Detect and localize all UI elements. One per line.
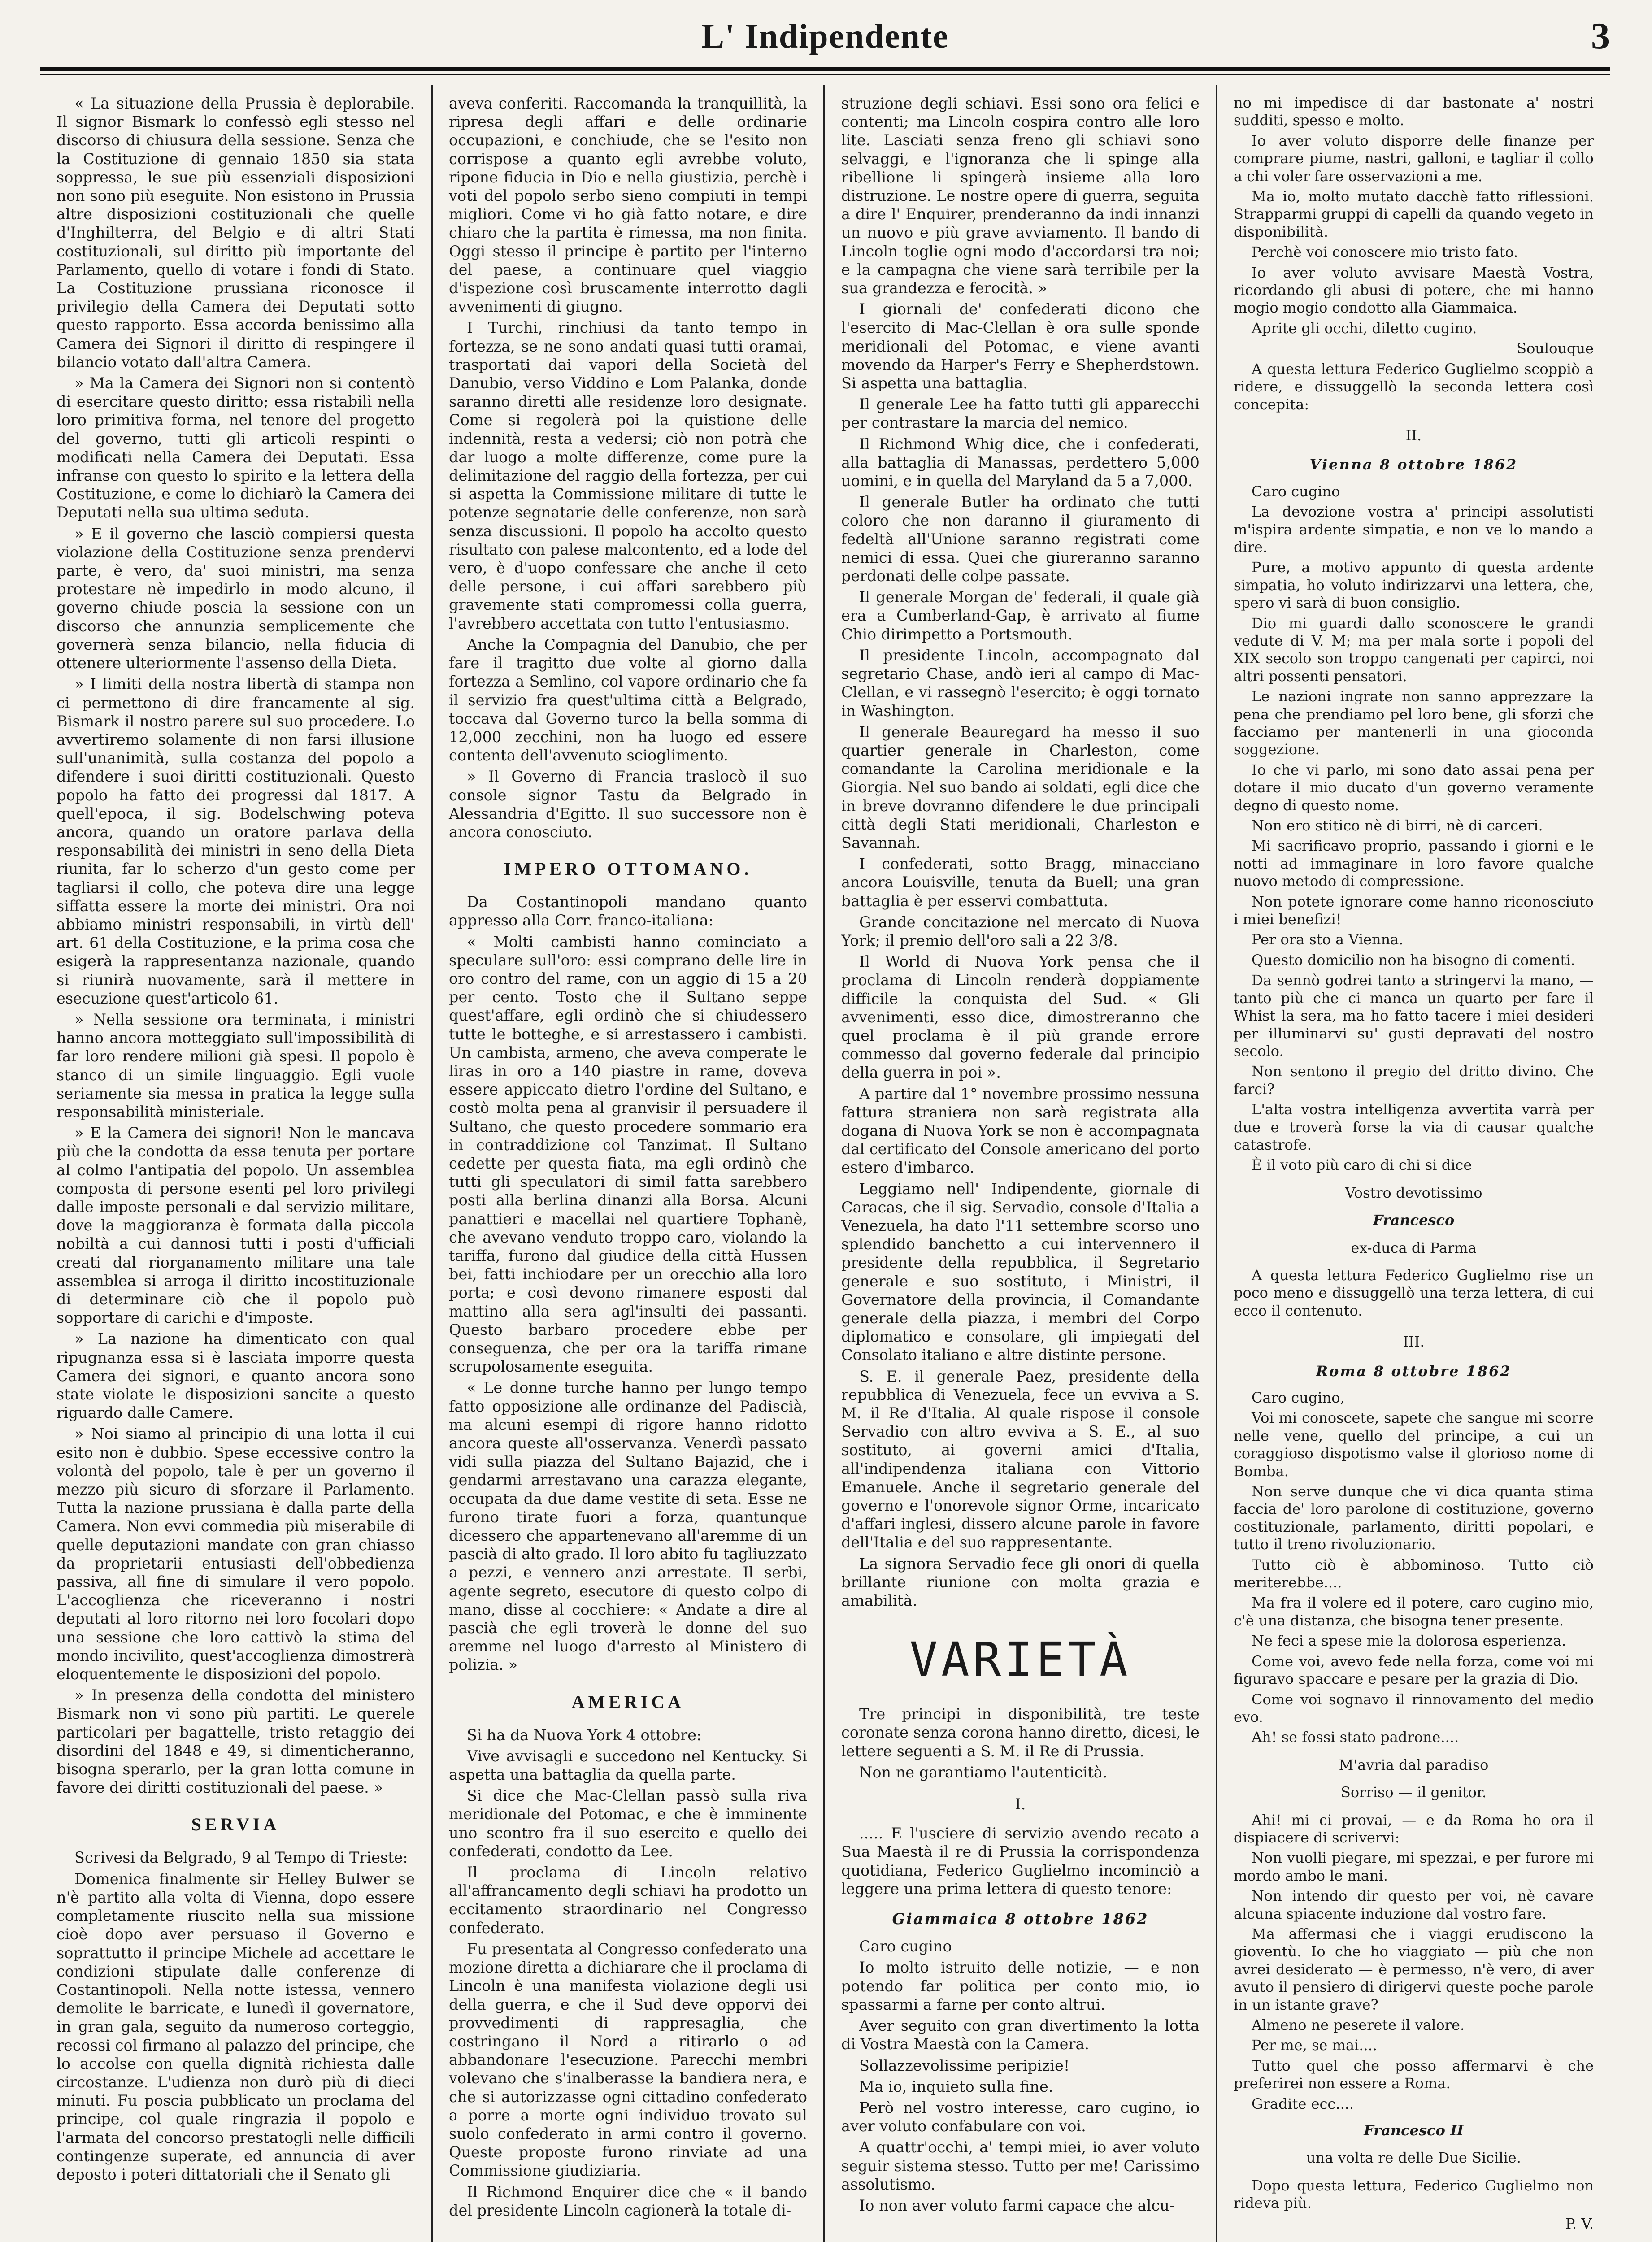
letter-dateline: Giammaica 8 ottobre 1862 (892, 1910, 1149, 1928)
paragraph: Non serve dunque che vi dica quanta stima faccia de' loro parolone di costituzione, governo costituzionale, parlamento, diritti popolari, e tutto il treno rivoluzionario. (1234, 1483, 1594, 1553)
paragraph: Aver seguito con gran divertimento la lotta di Vostra Maestà con la Camera. (841, 2017, 1200, 2053)
paragraph: Sollazzevolissime peripizie! (859, 2056, 1070, 2074)
paragraph: I giornali de' confederati dicono che l'esercito di Mac-Clellan è ora sulle sponde meridionali del Potomac, e viene avanti movendo da Harper's Ferry e Shepherdstown. Si aspetta una battaglia. (841, 300, 1200, 392)
paragraph: Non ero stitico nè di birri, nè di carceri. (1252, 817, 1543, 834)
paragraph: Dopo questa lettura, Federico Guglielmo non rideva più. (1234, 2177, 1594, 2212)
paragraph: A partire dal 1° novembre prossimo nessuna fattura straniera non sarà registrata alla dogana di Nuova York se non è accompagnata dal certificato del Console americano del porto estero d'imbarco. (841, 1085, 1200, 1177)
paragraph: Non sentono il pregio del dritto divino. Che farci? (1234, 1063, 1594, 1098)
paragraph: A questa lettura Federico Guglielmo scoppiò a ridere, e dissuggellò la seconda lettera così concepita: (1234, 360, 1594, 413)
letter-closing: Vostro devotissimo (1345, 1184, 1482, 1201)
paragraph: » Noi siamo al principio di una lotta il cui esito non è dubbio. Spese eccessive contro la volontà del popolo, tale è per un governo il mezzo più sicuro di sforzare il Parlamento. Tutta la nazione prussiana è dalla parte della Camera. Non evvi commedia più miserabile di quelle deputazioni mandate con gran chiasso da proprietarii entusiasti dell'obbedienza passiva, all fine di simulare il vero popolo. L'accoglienza che riceveranno i nostri deputati al loro ritorno nei loro focolari dopo una sessione che loro cattivò la stima del mondo incivilito, quest'accoglienza dimostrerà eloquentemente le disposizioni del popolo. (57, 1425, 415, 1683)
paragraph: Il World di Nuova York pensa che il proclama di Lincoln renderà doppiamente difficile la conquista del Sud. « Gli avvenimenti, esso dice, dimostreranno che quel proclama è il più grande errore commesso dal governo federale dal principio della guerra in poi ». (841, 953, 1200, 1082)
letter-salutation: Caro cugino (859, 1938, 952, 1955)
verse-line: Sorriso — il genitor. (1340, 1784, 1487, 1801)
paragraph: Ma io, inquieto sulla fine. (859, 2077, 1053, 2095)
section-heading-ottoman: IMPERO OTTOMANO. (504, 859, 752, 879)
paragraph: » Il Governo di Francia traslocò il suo console signor Tastu da Belgrado in Alessandria d'Egitto. Il suo successore non è ancora conosciuto. (449, 768, 807, 841)
paragraph: Grande concitazione nel mercato di Nuova York; il premio dell'oro salì a 22 3/8. (841, 913, 1200, 949)
paragraph: La devozione vostra a' principi assolutisti m'ispira ardente simpatia, e non ve lo mando a dire. (1234, 503, 1594, 556)
paragraph: Aprite gli occhi, diletto cugino. (1252, 319, 1477, 337)
paragraph: Ma affermasi che i viaggi erudiscono la gioventù. Io che ho viaggiato — più che non avrei desiderato — è permesso, n'è vero, di aver avuto il pensiero di dirigervi queste poche parole in un istante grave? (1234, 1925, 1594, 2013)
paragraph: Questo domicilio non ha bisogno di comenti. (1252, 951, 1575, 969)
paragraph: Gradite ecc.... (1252, 2095, 1354, 2112)
paragraph: Si dice che Mac-Clellan passò sulla riva meridionale del Potomac, e che è imminente uno scontro fra il suo esercito e quello dei confederati, condotto da Lee. (449, 1787, 807, 1860)
paragraph: A quattr'occhi, a' tempi miei, io aver voluto seguir sistema stesso. Tutto per me! Carissimo assolutismo. (841, 2138, 1200, 2193)
paragraph: Vive avvisagli e succedono nel Kentucky. Si aspetta una battaglia da quella parte. (449, 1747, 807, 1784)
paragraph: Io molto istruito delle notizie, — e non potendo far politica per conto mio, io spassarmi a farne per conto altrui. (841, 1959, 1200, 2013)
paragraph: « Molti cambisti hanno cominciato a speculare sull'oro: essi comprano delle lire in oro contro del rame, con un aggio di 15 a 20 per cento. Tosto che il Sultano seppe quest'affare, egli ordinò che si chiudessero tutte le botteghe, e si arrestassero i cambisti. Un cambista, armeno, che aveva comperate le liras in oro a 140 piastre in rame, doveva essere appiccato dietro l'ordine del Sultano, e costò molta pena al granvisir il persuadere il Sultano, che questo procedere sommario era in contraddizione col Tanzimat. Il Sultano cedette per questa fiata, ma egli ordinò che tutti gli speculatori di simil fatta sarebbero posti alla berlina dinanzi alla Borsa. Alcuni panattieri e macellai nel quartiere Tophanè, che avevano venduto troppo caro, violando la tariffa, furono dal giudice della città Hussen bei, fatti inchiodare per un orecchio alla loro porta; e così devono rimanere esposti dal mattino alla sera agl'insulti dei passanti. Questo barbaro procedere ebbe per conseguenza, che per ora la tariffa rimane scrupolosamente eseguita. (449, 933, 807, 1376)
paragraph: ..... E l'usciere di servizio avendo recato a Sua Maestà il re di Prussia la corrispondenza quotidiana, Federico Guglielmo incominciò a leggere una prima lettera di questo tenore: (841, 1825, 1200, 1898)
paragraph: Tre principi in disponibilità, tre teste coronate senza corona hanno diretto, dicesi, le lettere seguenti a S. M. il Re di Prussia. (841, 1705, 1200, 1760)
paragraph: » Nella sessione ora terminata, i ministri hanno ancora motteggiato sull'impossibilità di far loro rendere milioni già spesi. Il popolo è stanco di un simile linguaggio. Egli vuole seriamente sia messa in pratica la legge sulla responsabilità ministeriale. (57, 1010, 415, 1121)
paragraph: È il voto più caro di chi si dice (1252, 1156, 1472, 1174)
paragraph: Il generale Butler ha ordinato che tutti coloro che non daranno il giuramento di fedeltà all'Unione saranno registrati come nemici di essa. Quei che giureranno saranno perdonati delle colpe passate. (841, 493, 1200, 585)
verse-line: M'avria dal paradiso (1339, 1756, 1489, 1773)
letter-dateline: Roma 8 ottobre 1862 (1316, 1362, 1512, 1380)
letter-number: II. (1405, 426, 1422, 444)
paragraph: Da Costantinopoli mandano quanto appresso alla Corr. franco-italiana: (449, 893, 807, 930)
paragraph: aveva conferiti. Raccomanda la tranquillità, la ripresa degli affari e delle ordinarie occupazioni, e conchiude, che se l'esito non corrispose a quanto egli avrebbe voluto, ripone fiducia in Dio e nella giustizia, perchè i voti del popolo serbo sieno compiuti in tempi migliori. Come vi ho già fatto notare, e dire chiaro che la partita è rimessa, ma non finita. Oggi stesso il principe è partito per l'interno del paese, a continuare quel viaggio d'ispezione così bruscamente interrotto dagli avvenimenti di giugno. (449, 95, 807, 316)
paragraph: » Ma la Camera dei Signori non si contentò di esercitare questo diritto; essa ristabilì nella loro primitiva forma, nel tenore del progetto del governo, tutti gli articoli respinti o modificati nella Camera dei Deputati. Essa infranse con questo lo spirito e la lettera della Costituzione, e come lo dichiarò la Camera dei Deputati nella sua ultima seduta. (57, 374, 415, 521)
paragraph: » E la Camera dei signori! Non le mancava più che la condotta da essa tenuta per portare al colmo l'antipatia del popolo. Un assemblea composta di persone esenti pel loro privilegi dalle imposte personali e dal servizio militare, dove la maggioranza è formata dalla piccola nobiltà a cui dannosi tutti i posti d'ufficiali creati dal riorganamento militare una tale assemblea si arroga il diritto incostituzionale di determinare ciò che il popolo può sopportare di carichi e d'imposte. (57, 1124, 415, 1327)
paragraph: Il Richmond Whig dice, che i confederati, alla battaglia di Manassas, perdettero 5,000 uomini, e in quella del Maryland da 5 a 7,000. (841, 435, 1200, 490)
paragraph: Come voi sognavo il rinnovamento del medio evo. (1234, 1690, 1594, 1725)
column-3 (825, 85, 1217, 2242)
paragraph: Il generale Lee ha fatto tutti gli apparecchi per contrastare la marcia del nemico. (841, 395, 1200, 432)
paragraph: S. E. il generale Paez, presidente della repubblica di Venezuela, fece un evviva a S. M. il Re d'Italia. Al quale rispose il console Servadio con altro evviva a S. E., al suo sostituto, ai governi amici d'Italia, all'indipendenza italiana con Vittorio Emanuele. Anche il segretario generale del governo e l'onorevole signor Orme, incaricato d'affari inglesi, dissero alcune parole in favore dell'Italia e del suo rappresentante. (841, 1367, 1200, 1551)
paragraph: » La nazione ha dimenticato con qual ripugnanza essa si è lasciata imporre questa Camera dei signori, e quanto ancora sono state violate le disposizioni sancite a questo riguardo dalle Camere. (57, 1330, 415, 1422)
letter-signature-title: una volta re delle Due Sicilie. (1306, 2149, 1521, 2167)
newspaper-title: L' Indipendente (701, 17, 949, 55)
article-columns (40, 85, 1610, 2242)
paragraph: « Le donne turche hanno per lungo tempo fatto opposizione alle ordinanze del Padiscià, ma alcuni esempi di rigore hanno ridotto ancora queste all'osservanza. Venerdì passato vidi sulla piazza del Sultano Bajazid, che i gendarmi arrestavano una carazza elegante, occupata da due dame vestite di seta. Esse ne furono tirate fuori a forza, quantunque dicessero che appartenevano all'aremme di un pascià di alto grado. Il loro abito fu tagliuzzato a pezzi, e vennero anzi arrestate. Il serbi, agente segreto, esecutore di questo colpo di mano, disse al cocchiere: « Andate a dire al pascià che egli troverà le donne del suo aremme nel luogo d'arresto al Ministero di polizia. » (449, 1379, 807, 1674)
letter-signature: Francesco II (1364, 2122, 1464, 2139)
paragraph: Il presidente Lincoln, accompagnato dal segretario Chase, andò ieri al campo di Mac-Clellan, e vi rassegnò l'esercito; è oggi tornato in Washington. (841, 646, 1200, 720)
paragraph: Dio mi guardi dallo sconoscere le grandi vedute di V. M; ma per mala sorte i popoli del XIX secolo son troppo cangenati per capirci, noi altri possenti pensatori. (1234, 614, 1594, 685)
paragraph: L'alta vostra intelligenza avvertita varrà per due e troverà forse la via di causar qualche catastrofe. (1234, 1101, 1594, 1153)
paragraph: Il proclama di Lincoln relativo all'affrancamento degli schiavi ha prodotto un eccitamento straordinario nel Congresso confederato. (449, 1864, 807, 1937)
paragraph: Leggiamo nell' Indipendente, giornale di Caracas, che il sig. Servadio, console d'Italia a Venezuela, ha dato l'11 settembre scorso uno splendido banchetto a cui intervennero il presidente della repubblica, il Segretario generale e suo sostituto, i Ministri, il Governatore della provincia, il Comandante generale della piazza, i membri del Corpo diplomatico e consolare, gli impiegati del Consolato italiano e altre distinte persone. (841, 1180, 1200, 1364)
paragraph: Si ha da Nuova York 4 ottobre: (467, 1726, 702, 1744)
letter-signature: Soulouque (1517, 340, 1594, 357)
column-2 (433, 85, 825, 2242)
paragraph: Il Richmond Enquirer dice che « il bando del presidente Lincoln cagionerà la totale di- (449, 2183, 807, 2219)
paragraph: Il generale Beauregard ha messo il suo quartier generale in Charleston, come comandante la Carolina meridionale e la Giorgia. Nel suo bando ai soldati, egli dice che in breve dovranno difendere le due principali città degli Stati meridionali, Charleston e Savannah. (841, 723, 1200, 852)
paragraph: Io aver voluto disporre delle finanze per comprare piume, nastri, galloni, e tagliar il collo a chi voler fare osservazioni a me. (1234, 132, 1594, 185)
section-heading-america: AMERICA (571, 1691, 685, 1712)
paragraph: Non potete ignorare come hanno riconosciuto i miei benefizi! (1234, 893, 1594, 928)
paragraph: Il generale Morgan de' federali, il quale già era a Cumberland-Gap, è arrivato al fiume Chio dirimpetto a Portsmouth. (841, 588, 1200, 643)
masthead-rule-thin (40, 74, 1610, 75)
paragraph: Mi sacrificavo proprio, passando i giorni e le notti ad immaginare in loro favore qualche nuovo metodo di compressione. (1234, 837, 1594, 890)
letter-signature-title: ex-duca di Parma (1351, 1239, 1477, 1256)
paragraph: Però nel vostro interesse, caro cugino, io aver voluto confabulare con voi. (841, 2099, 1200, 2135)
paragraph: Ah! se fossi stato padrone.... (1252, 1729, 1459, 1746)
masthead (40, 9, 1610, 58)
author-initials: P. V. (1565, 2215, 1594, 2232)
paragraph: Anche la Compagnia del Danubio, che per fare il tragitto due volte al giorno dalla fortezza a Semlino, col vapore ordinario che fa il servizio fra quest'ultima città a Belgrado, toccava dal Governo turco la bella somma di 12,000 zecchini, non ha luogo ed essere contenta dell'avvenuto scioglimento. (449, 635, 807, 765)
letter-salutation: Caro cugino (1252, 482, 1340, 500)
paragraph: La signora Servadio fece gli onori di quella brillante riunione con molta grazia e amabilità. (841, 1555, 1200, 1610)
paragraph: Ma fra il volere ed il potere, caro cugino mio, c'è una distanza, che bisogna tener presente. (1234, 1594, 1594, 1629)
paragraph: » E il governo che lasciò compiersi questa violazione della Costituzione senza prendervi parte, è vero, da' suoi ministri, ma senza protestare nè impedirlo in modo alcuno, il governo chiude poscia la sessione con un discorso che annunzia semplicemente che governerà senza bilancio, nella fiducia di ottenere ulteriormente l'assenso della Dieta. (57, 525, 415, 672)
paragraph: Per me, se mai.... (1252, 2037, 1377, 2054)
paragraph: no mi impedisce di dar bastonate a' nostri sudditi, spesso e molto. (1234, 94, 1594, 129)
paragraph: Per ora sto a Vienna. (1252, 931, 1404, 948)
paragraph: Le nazioni ingrate non sanno apprezzare la pena che prendiamo pel loro bene, gli sforzi che facciamo per mantenerli in una gioconda soggezione. (1234, 688, 1594, 758)
paragraph: Ma io, molto mutato dacchè fatto riflessioni. Strapparmi gruppi di capelli da quando vegeto in disponibilità. (1234, 188, 1594, 240)
paragraph: Voi mi conoscete, sapete che sangue mi scorre nelle vene, quello del principe, a cui un coraggioso dispotismo valse il glorioso nome di Bomba. (1234, 1409, 1594, 1480)
letter-number: I. (1015, 1795, 1026, 1813)
paragraph: Perchè voi conoscere mio tristo fato. (1252, 243, 1518, 261)
paragraph: I confederati, sotto Bragg, minacciano ancora Louisville, tenuta da Buell; una gran battaglia è per esservi combattuta. (841, 855, 1200, 910)
letter-dateline: Vienna 8 ottobre 1862 (1309, 456, 1518, 474)
paragraph: Domenica finalmente sir Helley Bulwer se n'è partito alla volta di Vienna, dopo essere completamente riuscito nella sua missione cioè dopo aver persuaso il Governo e soprattutto il principe Michele ad accettare le condizioni stipulate dalle conferenze di Costantinopoli. Nella notte istessa, vennero demolite le barricate, e lunedì il governatore, in gran gala, seguito da numeroso corteggio, recossi col firmano al palazzo del principe, che lo accolse con quella dignità richiesta dalle circostanze. L'udienza non durò più di dieci minuti. Fu poscia pubblicato un proclama del principe, col quale ringrazia il popolo e l'armata del concorso prestatogli nelle difficili contingenze superate, ed annuncia di aver deposto i poteri dittatoriali che il Senato gli (57, 1870, 415, 2183)
column-4 (1217, 85, 1610, 2242)
paragraph: Ahi! mi ci provai, — e da Roma ho ora il dispiacere di scrivervi: (1234, 1811, 1594, 1846)
paragraph: Come voi, avevo fede nella forza, come voi mi figuravo spaccare e pesare per la grazia di Dio. (1234, 1652, 1594, 1688)
paragraph: Non intendo dir questo per voi, nè cavare alcuna spiacente induzione dal vostro fare. (1234, 1887, 1594, 1922)
paragraph: Io che vi parlo, mi sono dato assai pena per dotare il mio ducato d'un governo veramente degno di questo nome. (1234, 761, 1594, 814)
column-1 (40, 85, 433, 2242)
paragraph: A questa lettura Federico Guglielmo rise un poco meno e dissuggellò una terza lettera, di cui ecco il contenuto. (1234, 1266, 1594, 1319)
paragraph: struzione degli schiavi. Essi sono ora felici e contenti; ma Lincoln cospira contro alle loro lite. Lasciati senza freno gli schiavi sono selvaggi, e l'ignoranza che li spinge alla ribellione li spingerà insieme alla loro distruzione. Le nostre opere di guerra, seguita a dire l' Enquirer, prenderanno da indi innanzi un nuovo e più grave avviamento. Il bando di Lincoln toglie ogni modo d'accordarsi tra noi; e la campagna che viene sarà terribile per la sua grandezza e ferocità. » (841, 95, 1200, 297)
paragraph: Non ne garantiamo l'autenticità. (859, 1763, 1108, 1781)
paragraph: Non vuolli piegare, mi spezzai, e per furore mi mordo ambo le mani. (1234, 1849, 1594, 1884)
paragraph: Pure, a motivo appunto di questa ardente simpatia, ho voluto indirizzarvi una lettera, che, spero vi sarà di buon consiglio. (1234, 559, 1594, 612)
paragraph: « La situazione della Prussia è deplorabile. Il signor Bismark lo confessò egli stesso nel discorso di chiusura della sessione. Senza che la Costituzione di gennaio 1850 sia stata soppressa, le sue più essenziali disposizioni non sono più eseguite. Non esistono in Prussia altre disposizioni costituzionali che quelle d'Inghilterra, del Belgio e di altri Stati costituzionali, sul diritto più importante del Parlamento, quello di votare i fondi di Stato. La Costituzione prussiana riconosce il privilegio della Camera dei Deputati sotto questo rapporto. Essa accorda benissimo alla Camera dei Signori il diritto di respingere il bilancio votato dall'altra Camera. (57, 95, 415, 371)
paragraph: Tutto quel che posso affermarvi è che preferirei non essere a Roma. (1234, 2057, 1594, 2092)
page-number: 3 (1591, 15, 1610, 57)
paragraph: Io aver voluto avvisare Maestà Vostra, ricordando gli abusi di potere, che mi hanno mogio mogio condotto alla Giammaica. (1234, 264, 1594, 317)
paragraph: Almeno ne peserete il valore. (1252, 2016, 1465, 2033)
section-heading-serbia: SERVIA (191, 1814, 280, 1835)
letter-salutation: Caro cugino, (1252, 1389, 1345, 1406)
paragraph: » I limiti della nostra libertà di stampa non ci permettono di dire francamente al sig. Bismark il nostro parere sul suo procedere. Lo avvertiremo solamente di non farsi illusione sull'unanimità, sulla costanza del popolo a difendere i suoi diritti costituzionali. Questo popolo ha fatto dei progressi dal 1817. A quell'epoca, il sig. Bodelschwing poteva ancora, quando un oratore parlava della responsabilità dei ministri in seno della Dieta riunita, far lo scherzo d'un gesto come per tagliarsi il collo, che poteva dire una legge siffatta essere la morte dei ministri. Ora noi abbiamo ministri responsabili, in virtù dell' art. 61 della Costituzione, e la prima cosa che esigerà la rappresentanza nazionale, quando si riunirà nuovamente, sarà il mettere in esecuzione quest'articolo 61. (57, 675, 415, 1007)
paragraph: Scrivesi da Belgrado, 9 al Tempo di Trieste: (74, 1849, 408, 1867)
paragraph: Da sennò godrei tanto a stringervi la mano, — tanto più che ci manca un quarto per fare il Whist la sera, ma ho fatto tacere i miei desideri per illuminarvi su' gusti depravati del nostro secolo. (1234, 972, 1594, 1060)
paragraph: Io non aver voluto farmi capace che alcu- (859, 2196, 1175, 2214)
section-heading-variety: VARIETÀ (909, 1632, 1131, 1687)
masthead-rule (40, 67, 1610, 71)
letter-signature: Francesco (1373, 1212, 1455, 1229)
paragraph: Fu presentata al Congresso confederato una mozione diretta a dichiarare che il proclama di Lincoln è una manifesta violazione degli usi della guerra, e che il Sud deve opporvi dei provvedimenti di rappresaglia, che costringano il Nord a ritirarlo o ad abbandonare l'esecuzione. Parecchi membri volevano che s'inalberasse la bandiera nera, e che si autorizzasse ogni cittadino confederato a porre a morte ogni individuo trovato sul suolo confederato in armi contro il governo. Queste proposte furono rinviate ad una Commissione giudiziaria. (449, 1940, 807, 2180)
paragraph: Tutto ciò è abbominoso. Tutto ciò meriterebbe.... (1234, 1556, 1594, 1591)
paragraph: » In presenza della condotta del ministero Bismark non vi sono più partiti. Le querele particolari per bagattelle, tristo retaggio dei disordini del 1848 e 49, si dimenticheranno, bisogna sperarlo, per la gran lotta comune in favore dei diritti costituzionali del paese. » (57, 1686, 415, 1797)
letter-number: III. (1403, 1333, 1425, 1351)
paragraph: I Turchi, rinchiusi da tanto tempo in fortezza, se ne sono andati quasi tutti oramai, trasportati dai vapori della Società del Danubio, verso Viddino e Lom Palanka, donde saranno diretti alle residenze loro designate. Come si regolerà poi la quistione delle indennità, resta a vedersi; ciò non potrà che dar luogo a molte differenze, come pure la delimitazione del raggio della fortezza, per cui si aspetta la Commissione militare di tutte le potenze segnatarie delle conferenze, non sarà senza discussioni. Il popolo ha accolto questo risultato con palese malcontento, ed a lode del vero, è d'uopo confessare che anche il ceto delle persone, i cui affari sarebbero più gravemente stati compromessi colla guerra, l'avrebbero accettata con tutto l'entusiasmo. (449, 319, 807, 632)
paragraph: Ne feci a spese mie la dolorosa esperienza. (1252, 1632, 1566, 1650)
